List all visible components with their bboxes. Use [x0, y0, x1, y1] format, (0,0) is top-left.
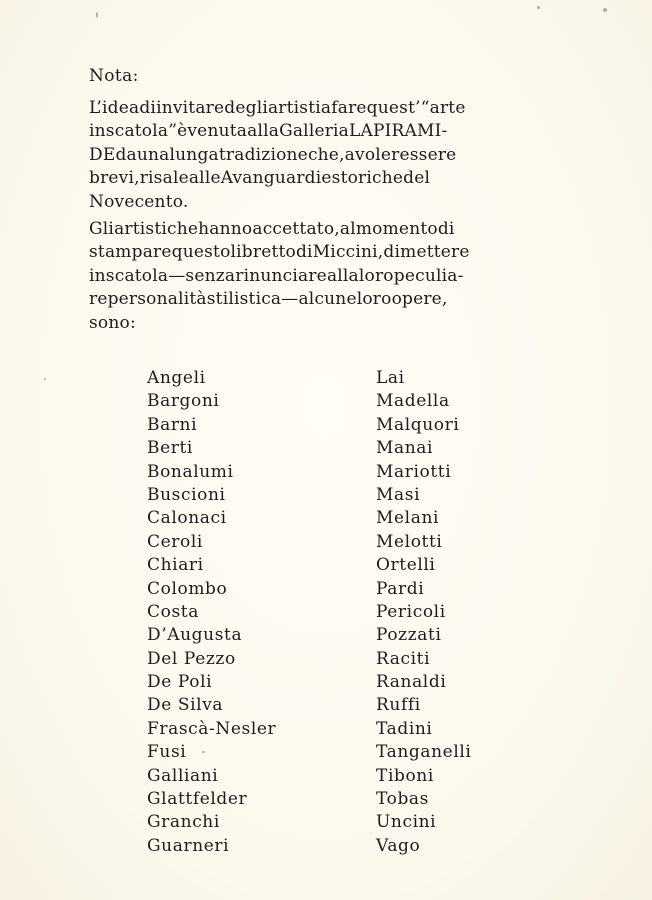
artist-name: Malquori [376, 414, 460, 435]
paper-speck [537, 6, 540, 9]
artist-name: Pardi [376, 578, 425, 599]
word: PIRAMI- [372, 121, 448, 142]
artists-list-right [376, 367, 471, 858]
word: in [89, 121, 106, 142]
artist-name: Chiari [147, 555, 204, 576]
artist-name: Del Pezzo [147, 648, 236, 669]
word: alle [188, 168, 221, 189]
artist-name: D’Augusta [147, 625, 243, 646]
artist-name: Ranaldi [376, 672, 447, 693]
artist-name: Tobas [376, 789, 429, 810]
word: libretto [230, 242, 296, 263]
word: personalità [107, 289, 207, 310]
word: alla [247, 121, 280, 142]
artist-name: Pozzati [376, 625, 442, 646]
word: a [320, 98, 332, 118]
paragraph-line [89, 97, 537, 120]
word: che [167, 219, 199, 239]
word: peculia- [393, 265, 464, 286]
word: è [177, 121, 188, 142]
word: senza [185, 265, 236, 286]
word: storiche [331, 168, 404, 189]
word: voler [355, 144, 400, 165]
word: stampare [89, 242, 172, 263]
artists-paragraph [89, 218, 537, 335]
artist-name: Melotti [376, 531, 443, 552]
artist-name: Frascà-Nesler [147, 718, 277, 739]
artist-name: Ruffi [376, 695, 421, 716]
artist-name: Manai [376, 438, 434, 459]
word: Galleria [279, 121, 350, 142]
artist-name: Granchi [147, 812, 220, 833]
word: in [89, 265, 106, 286]
paragraph-line: Novecento. [89, 191, 189, 212]
artist-name: Melani [376, 508, 440, 529]
artist-name: Raciti [376, 648, 431, 669]
paragraph-line [89, 144, 537, 167]
artist-name: Costa [147, 601, 199, 622]
word: scatola [105, 265, 169, 286]
word: hanno [198, 219, 253, 239]
artist-name: Colombo [147, 578, 228, 599]
artist-name: Mariotti [376, 461, 452, 482]
artist-name: Buscioni [147, 484, 226, 505]
intro-paragraph [89, 97, 537, 214]
word: LA [349, 121, 373, 142]
word: essere [399, 144, 457, 165]
word: quest’ [366, 98, 421, 118]
artist-name: Tanganelli [376, 742, 472, 763]
paragraph-line [89, 288, 537, 311]
word: una [136, 144, 170, 165]
word: — [281, 289, 299, 310]
word: di [295, 242, 313, 263]
word: DE [89, 144, 116, 165]
word: artisti [114, 219, 167, 239]
word: artisti [267, 98, 321, 118]
word: loro [358, 265, 394, 286]
artist-name: Fusi [147, 742, 187, 763]
artist-name: Berti [147, 438, 193, 459]
paragraph-line [89, 265, 537, 288]
word: a [344, 144, 356, 165]
word: Avanguardie [220, 168, 332, 189]
artist-name: Tiboni [376, 765, 434, 786]
paragraph-line [89, 167, 537, 190]
word: del [403, 168, 431, 189]
artist-name: Bargoni [147, 391, 220, 412]
artist-name: De Silva [147, 695, 224, 716]
word: degli [224, 98, 268, 118]
word: — [168, 265, 186, 286]
artists-list-left [147, 367, 276, 858]
word: fare [331, 98, 367, 118]
artist-name: De Poli [147, 672, 213, 693]
artist-name: Calonaci [147, 508, 227, 529]
word: lunga [169, 144, 219, 165]
word: al [339, 219, 356, 239]
artist-name: Bonalumi [147, 461, 234, 482]
artist-name: Madella [376, 391, 450, 412]
word: stilistica [206, 289, 282, 310]
artist-name: Barni [147, 414, 198, 435]
word: “arte [420, 98, 466, 118]
word: di [139, 98, 157, 118]
word: che, [307, 144, 345, 165]
artist-name: Uncini [376, 812, 437, 833]
word: da [115, 144, 137, 165]
word: accettato, [252, 219, 340, 239]
note-heading: Nota: [89, 66, 139, 86]
word: alcune [298, 289, 357, 310]
word: scatola” [105, 121, 178, 142]
artist-name: Angeli [147, 368, 206, 388]
artist-name: Vago [376, 835, 421, 856]
word: momento [355, 219, 438, 239]
paper-speck [44, 378, 46, 380]
word: opere, [391, 289, 448, 310]
word: venuta [187, 121, 248, 142]
artist-name: Lai [376, 368, 405, 388]
word: L’idea [89, 98, 140, 118]
artist-name: Galliani [147, 765, 219, 786]
paper-speck [96, 12, 98, 18]
word: alla [326, 265, 359, 286]
word: risale [139, 168, 189, 189]
word: mettere [400, 242, 470, 263]
artist-name: Ceroli [147, 531, 203, 552]
word: rinunciare [235, 265, 327, 286]
artist-name: Tadini [376, 718, 433, 739]
paragraph-line [89, 241, 537, 264]
word: Miccini, [312, 242, 384, 263]
artist-name: Ortelli [376, 555, 436, 576]
word: Gli [89, 219, 115, 239]
word: questo [171, 242, 231, 263]
paragraph-line: sono: [89, 312, 136, 333]
artist-name: Masi [376, 484, 421, 505]
paper-speck [603, 8, 607, 12]
word: re [89, 289, 108, 310]
artist-name: Glattfelder [147, 789, 248, 810]
word: di [437, 219, 455, 239]
word: invitare [156, 98, 225, 118]
word: tradizione [218, 144, 308, 165]
paragraph-line [89, 120, 537, 143]
word: loro [356, 289, 392, 310]
word: di [383, 242, 401, 263]
artist-name: Guarneri [147, 835, 230, 856]
paragraph-line [89, 218, 537, 241]
artist-name: Pericoli [376, 601, 446, 622]
word: brevi, [89, 168, 140, 189]
